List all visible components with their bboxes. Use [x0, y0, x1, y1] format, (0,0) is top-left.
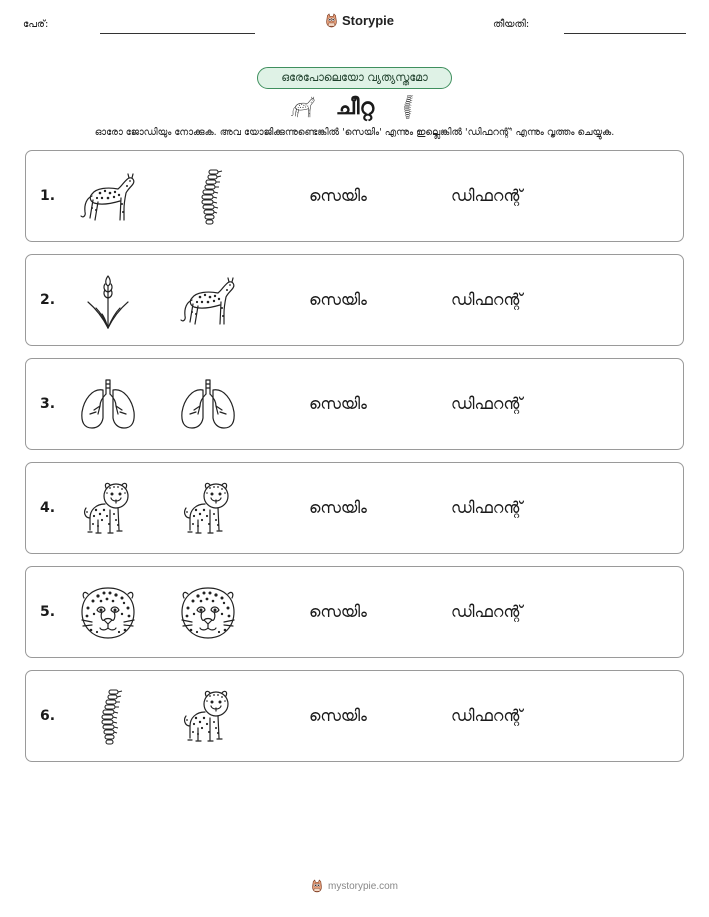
row-number: 3.: [40, 396, 56, 412]
row-number: 2.: [40, 292, 56, 308]
row-number: 1.: [40, 188, 56, 204]
target-word-text: ചീറ്റ: [335, 94, 375, 120]
name-field-line[interactable]: [100, 33, 255, 34]
same-option[interactable]: സെയിം: [309, 394, 367, 413]
cheetah-face-icon: [78, 584, 138, 642]
question-row-2: [25, 254, 684, 346]
worksheet-type-badge: ഒരേപോലെയോ വ്യത്യസ്തമോ: [257, 67, 452, 89]
question-row-6: [25, 670, 684, 762]
footer-url[interactable]: mystorypie.com: [327, 880, 398, 892]
different-option[interactable]: ഡിഫറന്റ്: [451, 186, 523, 205]
lungs-icon: [178, 376, 238, 434]
same-option[interactable]: സെയിം: [309, 498, 367, 517]
same-option[interactable]: സെയിം: [309, 706, 367, 725]
spine-icon: [394, 94, 420, 120]
instruction-text: ഓരോ ജോഡിയും നോക്കുക. അവ യോജിക്കുന്നുണ്ടെങ്കിൽ 'സെയിം' എന്നും ഇല്ലെങ്കിൽ 'ഡിഫറന്റ്' എന്നും വൃത്തം ചെയ്യുക.: [94, 127, 615, 138]
row-number: 6.: [40, 708, 56, 724]
brand-name: Storypie: [342, 13, 395, 28]
cheetah-face-icon: [178, 584, 238, 642]
different-option[interactable]: ഡിഫറന്റ്: [451, 290, 523, 309]
different-option[interactable]: ഡിഫറന്റ്: [451, 498, 523, 517]
same-option[interactable]: സെയിം: [309, 186, 367, 205]
different-option[interactable]: ഡിഫറന്റ്: [451, 706, 523, 725]
row-number: 5.: [40, 604, 56, 620]
same-option[interactable]: സെയിം: [309, 602, 367, 621]
row-number: 4.: [40, 500, 56, 516]
brand-logo: [325, 13, 394, 28]
date-field-line[interactable]: [564, 33, 686, 34]
spine-icon: [178, 168, 238, 226]
different-option[interactable]: ഡിഫറന്റ്: [451, 602, 523, 621]
grass-plant-icon: [78, 272, 138, 330]
cheetah-standing-icon: [178, 272, 238, 330]
question-row-1: [25, 150, 684, 242]
target-word: [280, 92, 430, 122]
cheetah-cub-icon: [78, 480, 138, 538]
cheetah-standing-icon: [290, 94, 316, 120]
cheetah-cub-icon: [178, 480, 238, 538]
question-row-3: [25, 358, 684, 450]
cheetah-standing-icon: [78, 168, 138, 226]
different-option[interactable]: ഡിഫറന്റ്: [451, 394, 523, 413]
question-row-5: [25, 566, 684, 658]
same-option[interactable]: സെയിം: [309, 290, 367, 309]
date-label: തീയതി:: [493, 19, 530, 30]
owl-logo-icon: [311, 879, 323, 893]
lungs-icon: [78, 376, 138, 434]
cheetah-cub-icon: [178, 688, 238, 746]
footer: [0, 879, 709, 893]
owl-logo-icon: [325, 13, 338, 28]
question-row-4: [25, 462, 684, 554]
name-label: പേര്:: [23, 19, 49, 30]
spine-icon: [78, 688, 138, 746]
